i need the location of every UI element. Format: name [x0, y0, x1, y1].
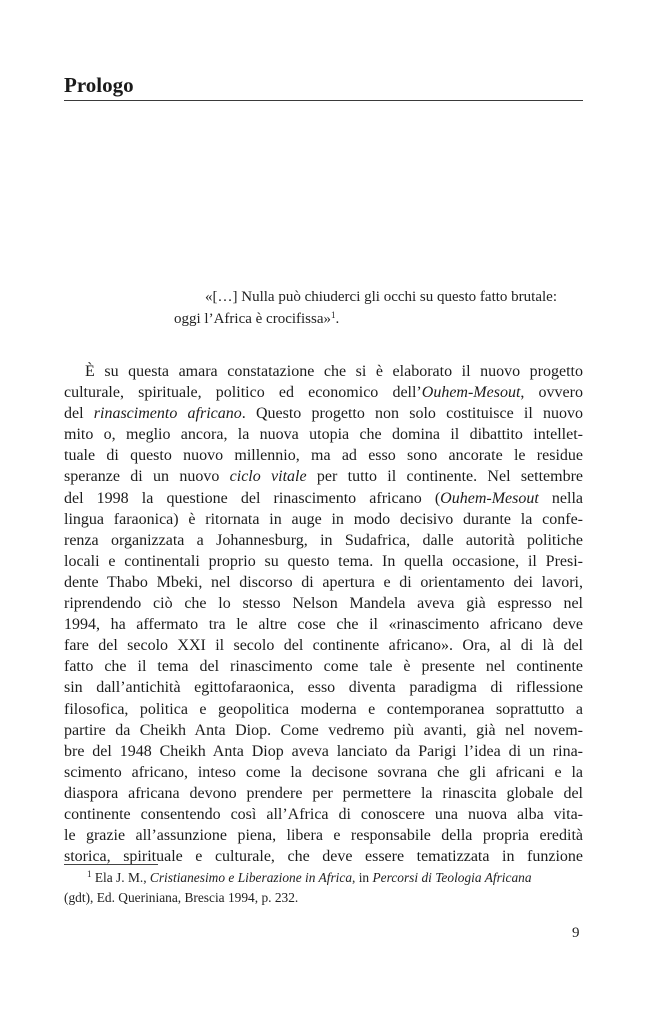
body-line: le grazie all’assunzione piena, libera e responsabile della propria eredità [64, 827, 583, 845]
body-line: riprendendo ciò che lo stesso Nelson Mandela aveva già espresso nel [64, 595, 583, 613]
italic-phrase: ciclo vitale [229, 468, 307, 486]
footnote-line-2: (gdt), Ed. Queriniana, Brescia 1994, p. 232. [64, 890, 299, 905]
body-line: partire da Cheikh Anta Diop. Come vedremo più avanti, già nel novem- [64, 721, 583, 739]
body-line: dente Thabo Mbeki, nel discorso di apertura e di orientamento dei lavori, [64, 573, 583, 591]
footnote-reference: 1 [331, 310, 336, 320]
italic-phrase: Ouhem-Mesout [421, 384, 521, 402]
footnote-separator [64, 864, 158, 865]
body-line: diaspora africana devono prendere per permettere la rinascita globale del [64, 784, 583, 802]
footnote [64, 868, 583, 908]
body-line: scimento africano, inteso come la decisone sovrana che gli africani e la [64, 763, 583, 781]
body-line: 1994, ha affermato tra le altre cose che il «rinascimento africano deve [64, 616, 583, 634]
italic-phrase: Cristianesimo e Liberazione in Africa [149, 870, 353, 885]
italic-phrase: Ouhem-Mesout [440, 489, 539, 507]
title-rule [64, 100, 583, 101]
body-line: renza organizzata a Johannesburg, in Sudafrica, dalle autorità politiche [64, 531, 583, 549]
body-line: lingua faraonica) è ritornata in auge in modo decisivo durante la confe- [64, 510, 583, 528]
body-line: bre del 1948 Cheikh Anta Diop aveva lanciato da Parigi l’idea di un rina- [64, 742, 583, 760]
italic-phrase: Percorsi di Teologia Africana [372, 870, 532, 885]
body-line: sin dall’antichità egittofaraonica, esso diventa paradigma di riflessione [64, 679, 583, 697]
italic-phrase: rinascimento africano [93, 405, 242, 423]
epigraph-quote [174, 286, 586, 330]
body-line: mito o, meglio ancora, la nuova utopia che domina il dibattito intellet- [64, 426, 583, 444]
footnote-line-1: $^1$ Ela J. M., Cristianesimo e Liberazione in Africa, in Percorsi di Teologia Africana [87, 869, 532, 885]
body-line: del 1998 la questione del rinascimento africano (Ouhem-Mesout nella [64, 489, 584, 507]
body-line: locali e continentali proprio su questo tema. In quella occasione, il Presi- [64, 552, 583, 570]
epigraph-line-1: «[…] Nulla può chiuderci gli occhi su questo fatto brutale: [205, 289, 557, 305]
page-title: Prologo [64, 73, 134, 97]
body-line: speranze di un nuovo ciclo vitale per tutto il continente. Nel settembre [64, 468, 584, 486]
epigraph-line-2 [174, 308, 586, 330]
epigraph-line-2-text: oggi l’Africa è crocifissa» [174, 311, 332, 327]
body-line: storica, spirituale e culturale, che deve essere tematizzata in funzione [64, 848, 583, 866]
footnote-number: 1 [87, 869, 92, 879]
body-paragraph [64, 361, 583, 867]
body-line: del rinascimento africano. Questo progetto non solo costituisce il nuovo [64, 405, 584, 423]
body-line: fatto che il tema del rinascimento come tale è presente nel continente [64, 658, 583, 676]
body-line: continente consentendo così all’Africa di conoscere una nuova alba vita- [64, 805, 583, 823]
body-line: È su questa amara constatazione che si è elaborato il nuovo progetto [85, 363, 583, 380]
body-line: fare del secolo XXI il secolo del continente africano». Ora, al di là del [64, 637, 583, 655]
epigraph-line-2-end: . [335, 311, 340, 327]
body-line: tuale di questo nuovo millennio, ma ad esso sono ancorate le residue [64, 447, 583, 465]
page-number: 9 [572, 925, 580, 941]
body-line: culturale, spirituale, politico ed economico dell’Ouhem-Mesout, ovvero [64, 384, 583, 402]
body-line: filosofica, politica e geopolitica moderna e contemporanea soprattutto a [64, 700, 583, 718]
